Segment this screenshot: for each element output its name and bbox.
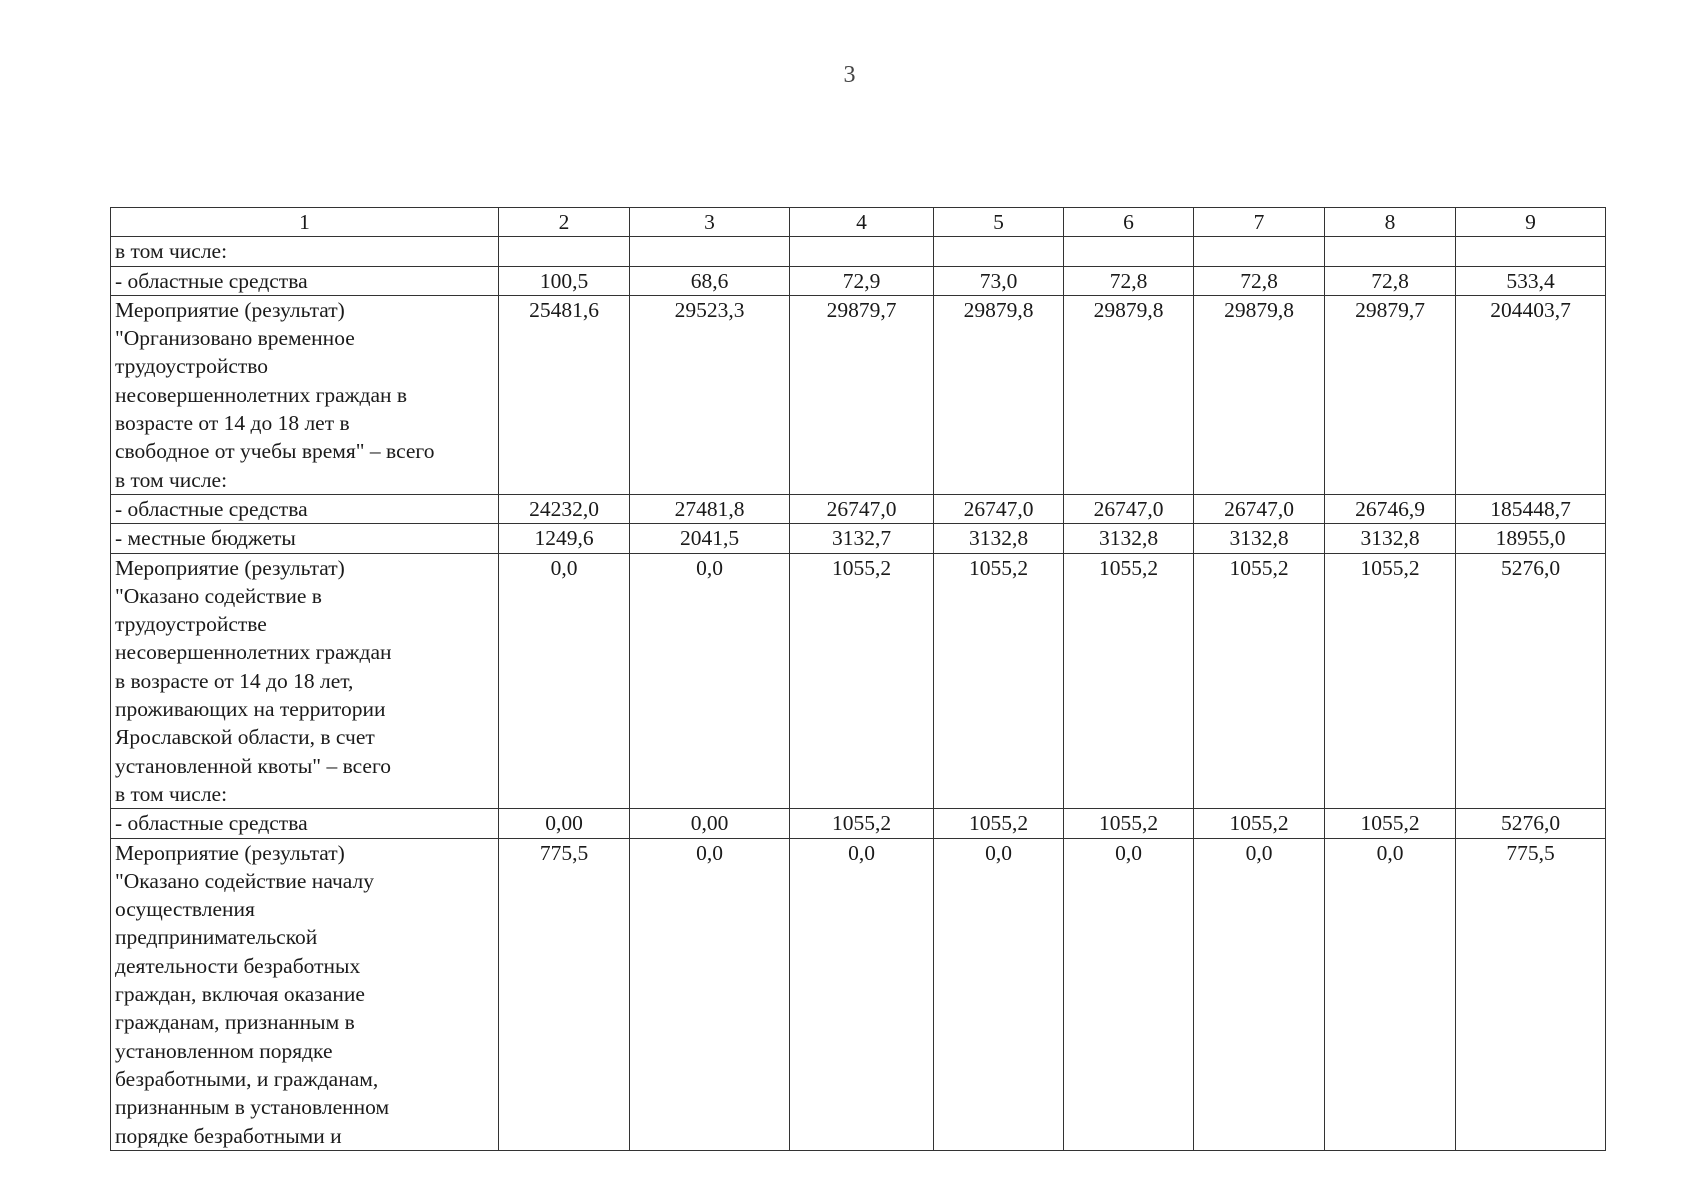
value-cell: 29879,7 (790, 295, 934, 494)
table-row (111, 524, 1606, 553)
row-label-line: Мероприятие (результат) (115, 555, 345, 580)
row-label-line: признанным в установленном (115, 1095, 390, 1120)
table-row (111, 237, 1606, 266)
value-cell: 0,00 (630, 809, 790, 838)
row-label-cell (111, 295, 499, 494)
table-row (111, 553, 1606, 809)
value-cell: 1055,2 (1194, 809, 1325, 838)
value-cell (934, 237, 1064, 266)
value-cell: 25481,6 (499, 295, 630, 494)
value-cell: 0,0 (790, 838, 934, 1150)
row-label-line: - областные средства (115, 496, 308, 521)
value-cell (1325, 237, 1456, 266)
row-label-line: деятельности безработных (115, 953, 361, 978)
value-cell: 3132,8 (1325, 524, 1456, 553)
column-header: 5 (934, 208, 1064, 237)
row-label-line: - местные бюджеты (115, 526, 296, 551)
column-header: 3 (630, 208, 790, 237)
row-label-line: в том числе: (115, 239, 228, 264)
value-cell: 72,9 (790, 266, 934, 295)
column-header: 7 (1194, 208, 1325, 237)
value-cell: 1055,2 (790, 809, 934, 838)
row-label-line: в том числе: (115, 467, 228, 492)
table-row (111, 494, 1606, 523)
value-cell: 24232,0 (499, 494, 630, 523)
row-label-line: Мероприятие (результат) (115, 840, 345, 865)
value-cell: 2041,5 (630, 524, 790, 553)
value-cell (1064, 237, 1194, 266)
table-body (111, 208, 1606, 1151)
value-cell: 1055,2 (1064, 809, 1194, 838)
row-label-cell (111, 553, 499, 809)
value-cell: 26747,0 (1194, 494, 1325, 523)
row-label-line: безработными, и гражданам, (115, 1066, 379, 1091)
value-cell: 100,5 (499, 266, 630, 295)
value-cell: 72,8 (1325, 266, 1456, 295)
row-label-line: установленном порядке (115, 1038, 333, 1063)
value-cell: 72,8 (1064, 266, 1194, 295)
row-label-cell (111, 809, 499, 838)
value-cell: 68,6 (630, 266, 790, 295)
value-cell: 1055,2 (1194, 553, 1325, 809)
row-label-line: - областные средства (115, 811, 308, 836)
value-cell (1194, 237, 1325, 266)
column-header: 1 (111, 208, 499, 237)
value-cell: 0,00 (499, 809, 630, 838)
column-header: 6 (1064, 208, 1194, 237)
row-label-line: возрасте от 14 до 18 лет в (115, 411, 350, 436)
column-header: 4 (790, 208, 934, 237)
value-cell: 3132,8 (934, 524, 1064, 553)
row-label-line: трудоустройство (115, 354, 269, 379)
value-cell: 5276,0 (1456, 553, 1606, 809)
value-cell: 29523,3 (630, 295, 790, 494)
value-cell: 5276,0 (1456, 809, 1606, 838)
value-cell: 26747,0 (934, 494, 1064, 523)
row-label-line: гражданам, признанным в (115, 1010, 355, 1035)
value-cell: 73,0 (934, 266, 1064, 295)
row-label-line: граждан, включая оказание (115, 982, 365, 1007)
column-header: 2 (499, 208, 630, 237)
value-cell: 0,0 (630, 553, 790, 809)
budget-table (110, 207, 1606, 1151)
value-cell: 0,0 (1194, 838, 1325, 1150)
value-cell: 29879,7 (1325, 295, 1456, 494)
table-row (111, 809, 1606, 838)
row-label-line: несовершеннолетних граждан (115, 640, 392, 665)
value-cell: 29879,8 (1194, 295, 1325, 494)
row-label-line: трудоустройстве (115, 612, 267, 637)
table-row (111, 266, 1606, 295)
row-label-line: порядке безработными и (115, 1123, 342, 1148)
row-label-line: "Оказано содействие в (115, 583, 322, 608)
value-cell: 1055,2 (790, 553, 934, 809)
value-cell: 29879,8 (1064, 295, 1194, 494)
value-cell: 3132,8 (1194, 524, 1325, 553)
value-cell: 26746,9 (1325, 494, 1456, 523)
row-label-line: предпринимательской (115, 925, 318, 950)
value-cell: 26747,0 (1064, 494, 1194, 523)
row-label-line: свободное от учебы время" – всего (115, 439, 435, 464)
value-cell (1456, 237, 1606, 266)
value-cell (630, 237, 790, 266)
value-cell: 1055,2 (934, 809, 1064, 838)
table-row (111, 838, 1606, 1150)
value-cell: 185448,7 (1456, 494, 1606, 523)
value-cell: 0,0 (934, 838, 1064, 1150)
row-label-line: Мероприятие (результат) (115, 297, 345, 322)
value-cell: 0,0 (1064, 838, 1194, 1150)
page-number: 3 (843, 62, 856, 88)
value-cell: 775,5 (499, 838, 630, 1150)
column-header: 8 (1325, 208, 1456, 237)
row-label-line: Ярославской области, в счет (115, 725, 375, 750)
value-cell: 1055,2 (934, 553, 1064, 809)
row-label-line: несовершеннолетних граждан в (115, 382, 408, 407)
row-label-cell (111, 524, 499, 553)
value-cell: 533,4 (1456, 266, 1606, 295)
row-label-line: в том числе: (115, 781, 228, 806)
row-label-cell (111, 838, 499, 1150)
value-cell: 775,5 (1456, 838, 1606, 1150)
row-label-line: "Организовано временное (115, 326, 355, 351)
value-cell: 1249,6 (499, 524, 630, 553)
value-cell: 29879,8 (934, 295, 1064, 494)
value-cell: 26747,0 (790, 494, 934, 523)
column-header: 9 (1456, 208, 1606, 237)
value-cell: 1055,2 (1064, 553, 1194, 809)
table-header-row (111, 208, 1606, 237)
row-label-line: установленной квоты" – всего (115, 753, 391, 778)
row-label-line: проживающих на территории (115, 697, 386, 722)
value-cell: 3132,7 (790, 524, 934, 553)
row-label-line: осуществления (115, 897, 255, 922)
row-label-line: - областные средства (115, 268, 308, 293)
table-row (111, 295, 1606, 494)
row-label-line: в возрасте от 14 до 18 лет, (115, 668, 354, 693)
value-cell: 3132,8 (1064, 524, 1194, 553)
value-cell: 72,8 (1194, 266, 1325, 295)
value-cell: 1055,2 (1325, 553, 1456, 809)
value-cell: 0,0 (499, 553, 630, 809)
value-cell: 204403,7 (1456, 295, 1606, 494)
value-cell: 1055,2 (1325, 809, 1456, 838)
value-cell: 18955,0 (1456, 524, 1606, 553)
value-cell: 0,0 (630, 838, 790, 1150)
value-cell: 0,0 (1325, 838, 1456, 1150)
value-cell (499, 237, 630, 266)
row-label-cell (111, 237, 499, 266)
value-cell (790, 237, 934, 266)
row-label-cell (111, 494, 499, 523)
value-cell: 27481,8 (630, 494, 790, 523)
row-label-cell (111, 266, 499, 295)
row-label-line: "Оказано содействие началу (115, 868, 375, 893)
